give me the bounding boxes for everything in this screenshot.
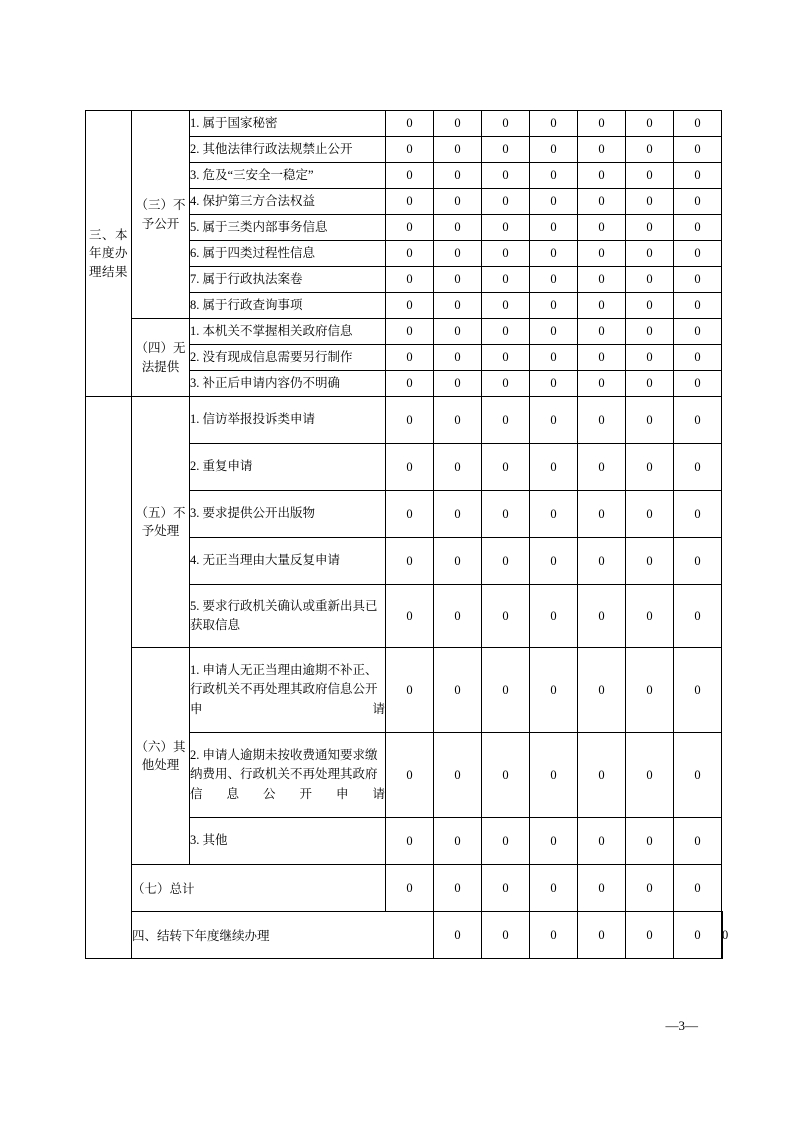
row-value: 0 [530, 818, 578, 865]
row-value: 0 [578, 818, 626, 865]
carryover-value: 0 [434, 912, 482, 959]
row-value: 0 [386, 538, 434, 585]
row-value: 0 [386, 648, 434, 733]
row-value: 0 [386, 293, 434, 319]
row-value: 0 [674, 585, 722, 648]
row-value: 0 [386, 111, 434, 137]
total-value: 0 [674, 865, 722, 912]
row-value: 0 [626, 733, 674, 818]
row-item: 3. 补正后申请内容仍不明确 [190, 371, 386, 397]
row-value: 0 [530, 648, 578, 733]
row-item: 2. 其他法律行政法规禁止公开 [190, 137, 386, 163]
row-value: 0 [434, 215, 482, 241]
group-label-4: （四）无法提供 [132, 319, 190, 397]
row-value: 0 [626, 163, 674, 189]
row-value: 0 [626, 241, 674, 267]
row-value: 0 [434, 267, 482, 293]
row-value: 0 [674, 137, 722, 163]
row-value: 0 [674, 293, 722, 319]
row-value: 0 [530, 111, 578, 137]
row-value: 0 [578, 267, 626, 293]
row-value: 0 [530, 293, 578, 319]
total-value: 0 [386, 865, 434, 912]
row-value: 0 [434, 137, 482, 163]
row-value: 0 [482, 345, 530, 371]
row-value: 0 [674, 538, 722, 585]
row-item: 8. 属于行政查询事项 [190, 293, 386, 319]
row-item: 5. 要求行政机关确认或重新出具已获取信息 [190, 585, 386, 648]
row-item: 3. 要求提供公开出版物 [190, 491, 386, 538]
total-value: 0 [530, 865, 578, 912]
row-value: 0 [578, 585, 626, 648]
row-value: 0 [578, 215, 626, 241]
row-value: 0 [482, 215, 530, 241]
row-value: 0 [578, 319, 626, 345]
row-value: 0 [530, 538, 578, 585]
row-value: 0 [674, 733, 722, 818]
row-item: 3. 危及“三安全一稳定” [190, 163, 386, 189]
row-value: 0 [578, 371, 626, 397]
row-value: 0 [578, 733, 626, 818]
carryover-value: 0 [482, 912, 530, 959]
row-value: 0 [530, 371, 578, 397]
row-value: 0 [626, 397, 674, 444]
row-value: 0 [578, 189, 626, 215]
row-value: 0 [530, 189, 578, 215]
row-value: 0 [530, 444, 578, 491]
row-value: 0 [626, 345, 674, 371]
row-value: 0 [482, 137, 530, 163]
row-value: 0 [626, 267, 674, 293]
group-label-3: （三）不予公开 [132, 111, 190, 319]
row-value: 0 [626, 111, 674, 137]
row-value: 0 [626, 585, 674, 648]
row-value: 0 [434, 585, 482, 648]
row-value: 0 [434, 733, 482, 818]
row-value: 0 [482, 267, 530, 293]
row-value: 0 [578, 345, 626, 371]
row-value: 0 [434, 111, 482, 137]
row-value: 0 [626, 189, 674, 215]
row-value: 0 [386, 345, 434, 371]
row-value: 0 [434, 648, 482, 733]
table-row-total [86, 865, 723, 912]
group-label-6: （六）其他处理 [132, 648, 190, 865]
row-value: 0 [578, 648, 626, 733]
row-value: 0 [578, 111, 626, 137]
row-item: 7. 属于行政执法案卷 [190, 267, 386, 293]
row-value: 0 [530, 163, 578, 189]
row-value: 0 [386, 818, 434, 865]
row-value: 0 [578, 241, 626, 267]
row-value: 0 [674, 444, 722, 491]
carryover-label: 四、结转下年度继续办理 [132, 912, 434, 959]
row-value: 0 [482, 648, 530, 733]
carryover-value: 0 [674, 912, 722, 959]
row-value: 0 [482, 397, 530, 444]
row-value: 0 [626, 293, 674, 319]
row-value: 0 [674, 818, 722, 865]
row-value: 0 [434, 397, 482, 444]
row-item: 2. 申请人逾期未按收费通知要求缴纳费用、行政机关不再处理其政府信息公开申请 [190, 733, 386, 818]
row-value: 0 [578, 397, 626, 444]
row-value: 0 [674, 163, 722, 189]
carryover-value: 0 [722, 912, 723, 959]
row-item: 2. 重复申请 [190, 444, 386, 491]
row-value: 0 [674, 111, 722, 137]
row-item: 1. 申请人无正当理由逾期不补正、行政机关不再处理其政府信息公开申请 [190, 648, 386, 733]
row-value: 0 [626, 371, 674, 397]
row-value: 0 [578, 538, 626, 585]
row-value: 0 [530, 345, 578, 371]
total-value: 0 [626, 865, 674, 912]
row-value: 0 [530, 319, 578, 345]
row-value: 0 [434, 444, 482, 491]
row-value: 0 [674, 215, 722, 241]
row-value: 0 [626, 491, 674, 538]
group-label-5: （五）不予处理 [132, 397, 190, 648]
row-value: 0 [386, 215, 434, 241]
total-label: （七）总计 [132, 865, 386, 912]
table-row [86, 111, 723, 137]
row-value: 0 [530, 267, 578, 293]
row-value: 0 [386, 397, 434, 444]
total-value: 0 [482, 865, 530, 912]
row-value: 0 [674, 241, 722, 267]
row-value: 0 [386, 163, 434, 189]
row-value: 0 [626, 538, 674, 585]
row-value: 0 [482, 444, 530, 491]
row-value: 0 [530, 491, 578, 538]
row-value: 0 [434, 293, 482, 319]
row-value: 0 [386, 585, 434, 648]
row-value: 0 [434, 491, 482, 538]
row-value: 0 [530, 215, 578, 241]
carryover-value: 0 [578, 912, 626, 959]
row-item: 1. 本机关不掌握相关政府信息 [190, 319, 386, 345]
row-value: 0 [674, 345, 722, 371]
row-value: 0 [530, 733, 578, 818]
row-value: 0 [578, 293, 626, 319]
row-item: 1. 属于国家秘密 [190, 111, 386, 137]
table-row [86, 648, 723, 733]
row-value: 0 [386, 491, 434, 538]
row-value: 0 [674, 397, 722, 444]
row-value: 0 [578, 163, 626, 189]
row-value: 0 [530, 585, 578, 648]
row-value: 0 [530, 137, 578, 163]
row-value: 0 [482, 111, 530, 137]
table-row-carryover [86, 912, 723, 959]
row-value: 0 [434, 163, 482, 189]
row-value: 0 [386, 371, 434, 397]
row-value: 0 [482, 538, 530, 585]
row-value: 0 [530, 241, 578, 267]
page-number: —3— [665, 1018, 698, 1033]
row-value: 0 [386, 267, 434, 293]
row-value: 0 [434, 319, 482, 345]
row-value: 0 [482, 163, 530, 189]
row-value: 0 [386, 189, 434, 215]
carryover-value: 0 [626, 912, 674, 959]
row-value: 0 [578, 444, 626, 491]
row-item: 4. 保护第三方合法权益 [190, 189, 386, 215]
row-value: 0 [674, 189, 722, 215]
row-value: 0 [434, 371, 482, 397]
row-value: 0 [626, 215, 674, 241]
row-item: 1. 信访举报投诉类申请 [190, 397, 386, 444]
row-value: 0 [386, 137, 434, 163]
category-result-cont [86, 397, 132, 959]
row-item: 2. 没有现成信息需要另行制作 [190, 345, 386, 371]
row-value: 0 [434, 538, 482, 585]
row-value: 0 [482, 585, 530, 648]
row-value: 0 [386, 733, 434, 818]
disclosure-results-table [85, 110, 729, 959]
row-value: 0 [386, 319, 434, 345]
row-value: 0 [434, 189, 482, 215]
table-row [86, 319, 723, 345]
row-value: 0 [626, 648, 674, 733]
table-row [86, 397, 723, 444]
total-value: 0 [434, 865, 482, 912]
row-value: 0 [482, 733, 530, 818]
row-value: 0 [530, 397, 578, 444]
row-value: 0 [626, 319, 674, 345]
row-item: 6. 属于四类过程性信息 [190, 241, 386, 267]
row-value: 0 [674, 319, 722, 345]
row-value: 0 [434, 241, 482, 267]
row-value: 0 [674, 267, 722, 293]
category-result: 三、本年度办理结果 [86, 111, 132, 397]
row-item: 3. 其他 [190, 818, 386, 865]
row-value: 0 [434, 818, 482, 865]
row-value: 0 [674, 491, 722, 538]
row-item: 5. 属于三类内部事务信息 [190, 215, 386, 241]
row-value: 0 [482, 818, 530, 865]
row-value: 0 [482, 371, 530, 397]
total-value: 0 [578, 865, 626, 912]
row-value: 0 [482, 319, 530, 345]
carryover-value: 0 [530, 912, 578, 959]
row-value: 0 [386, 444, 434, 491]
row-value: 0 [578, 491, 626, 538]
row-value: 0 [674, 371, 722, 397]
row-value: 0 [626, 818, 674, 865]
row-value: 0 [578, 137, 626, 163]
row-value: 0 [674, 648, 722, 733]
row-value: 0 [434, 345, 482, 371]
row-value: 0 [386, 241, 434, 267]
row-value: 0 [626, 444, 674, 491]
row-value: 0 [482, 491, 530, 538]
row-item: 4. 无正当理由大量反复申请 [190, 538, 386, 585]
row-value: 0 [482, 189, 530, 215]
row-value: 0 [482, 293, 530, 319]
row-value: 0 [482, 241, 530, 267]
row-value: 0 [626, 137, 674, 163]
